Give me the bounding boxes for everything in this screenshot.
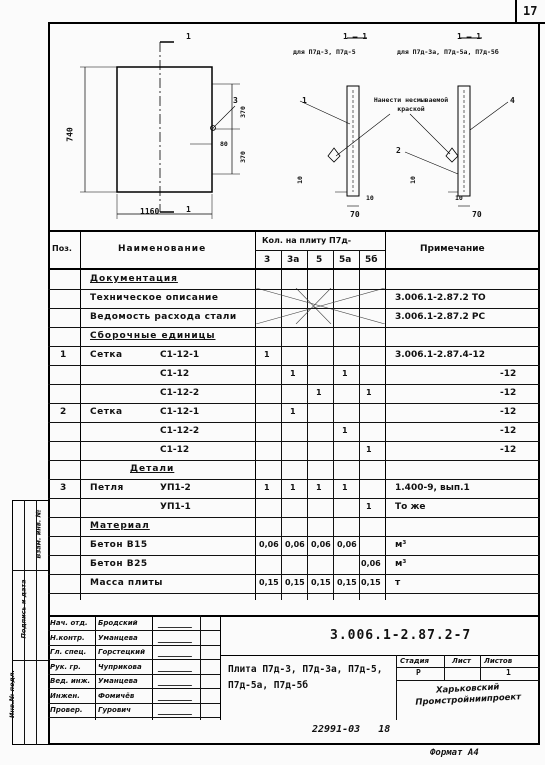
row-separator	[48, 384, 540, 385]
paint-note: Нанести несмываемой краской	[373, 96, 449, 113]
row-qty: 1	[316, 483, 322, 492]
row-designation: УП1-2	[160, 483, 191, 493]
signer-name: Фомичёв	[98, 691, 135, 700]
row-qty: 0,06	[311, 540, 331, 549]
header-note: Примечание	[420, 244, 485, 254]
row-name: Бетон В25	[90, 559, 148, 569]
qty-col-5: 5	[316, 255, 323, 265]
signer-role: Инжен.	[50, 691, 80, 700]
row-section-heading: Детали	[130, 464, 175, 474]
row-section-heading: Материал	[90, 521, 150, 531]
stage-label: Стадия	[400, 657, 429, 665]
sheets-label: Листов	[484, 657, 513, 665]
row-name: Сетка	[90, 407, 123, 417]
signature-mark	[158, 618, 197, 628]
row-separator	[48, 517, 540, 518]
row-qty: 0,06	[361, 559, 381, 568]
section-right-title: 1 — 1	[457, 32, 482, 41]
row-separator	[48, 479, 540, 480]
format-label: Формат А4	[430, 748, 479, 758]
plate-plan-outline	[117, 67, 212, 192]
row-name: Бетон В15	[90, 540, 148, 550]
qty-col-3: 3	[264, 255, 271, 265]
row-qty: 0,15	[337, 578, 357, 587]
dim-70-left: 70	[350, 210, 360, 219]
side-replace-label: Взам. инв. №	[34, 509, 43, 559]
signature-mark	[158, 662, 197, 672]
row-separator	[48, 346, 540, 347]
signer-name: Бродский	[98, 619, 138, 627]
row-qty: 0,15	[361, 578, 381, 587]
sheet-title: Плита П7д-3, П7д-3а, П7д-5, П7д-5а, П7д-5б	[228, 664, 383, 691]
row-separator	[48, 308, 540, 309]
row-qty: 0,15	[285, 578, 305, 587]
row-qty: 1	[290, 483, 296, 492]
signature-mark	[158, 705, 197, 715]
dim-10-left-side: 10	[295, 176, 304, 184]
signer-name: Уманцева	[98, 633, 138, 642]
label-2: 2	[396, 146, 401, 155]
sheets-value: 1	[506, 668, 511, 677]
qty-col-3a: 3а	[287, 255, 300, 265]
dim-10-right-bottom: 10	[455, 194, 463, 202]
dim-70-right: 70	[472, 210, 482, 219]
footer-number: 22991-03 18	[312, 724, 391, 735]
documents-hatch	[256, 288, 385, 324]
signer-separator	[48, 703, 220, 704]
row-qty: 1	[342, 483, 348, 492]
signer-name: Горстецкий	[98, 648, 145, 656]
signer-separator	[48, 630, 220, 631]
row-designation: С1-12-1	[160, 350, 200, 360]
header-pos: Поз.	[52, 244, 72, 253]
row-qty: 1	[316, 388, 322, 397]
signature-mark	[158, 647, 197, 657]
row-note: 3.006.1-2.87.2 РС	[395, 312, 486, 322]
row-qty: 1	[366, 445, 372, 454]
row-qty: 1	[290, 369, 296, 378]
dim-10-left-bottom: 10	[366, 194, 374, 202]
row-separator	[48, 422, 540, 423]
row-qty: 1	[366, 502, 372, 511]
row-note: 1.400-9, вып.1	[395, 483, 470, 493]
row-section-heading: Сборочные единицы	[90, 331, 216, 341]
row-separator	[48, 327, 540, 328]
sheet-label: Лист	[452, 657, 471, 665]
page-number-box	[515, 0, 545, 24]
row-name: Техническое описание	[90, 293, 219, 303]
signer-separator	[48, 688, 220, 689]
header-name: Наименование	[118, 244, 207, 254]
label-4: 4	[510, 96, 515, 105]
row-separator	[48, 555, 540, 556]
signer-name: Чуприкова	[98, 662, 142, 671]
row-designation: С1-12	[160, 369, 190, 379]
row-qty: 0,06	[337, 540, 357, 549]
side-sign-label: Подпись и дата	[19, 579, 28, 639]
row-qty: 1	[342, 369, 348, 378]
row-qty: 1	[290, 407, 296, 416]
row-separator	[48, 460, 540, 461]
organization: Харьковский Промстройниипроект	[415, 682, 522, 708]
signer-name: Гурович	[98, 706, 131, 714]
section-left-caption: для П7д-3, П7д-5	[293, 48, 356, 56]
row-separator	[48, 441, 540, 442]
row-separator	[48, 289, 540, 290]
row-qty: 1	[264, 483, 270, 492]
row-qty: 0,06	[285, 540, 305, 549]
row-pos: 1	[60, 350, 67, 360]
signer-separator	[48, 717, 220, 718]
signer-role: Рук. гр.	[50, 662, 81, 671]
label-3: 3	[233, 96, 238, 105]
row-note: -12	[500, 388, 517, 398]
header-qty: Кол. на плиту П7д-	[262, 236, 352, 245]
row-separator	[48, 365, 540, 366]
row-designation: С1-12-1	[160, 407, 200, 417]
row-separator	[48, 498, 540, 499]
cut-label-bottom: 1	[186, 205, 191, 214]
row-designation: С1-12-2	[160, 388, 200, 398]
signer-role: Нач. отд.	[50, 619, 88, 627]
row-qty: 1	[366, 388, 372, 397]
row-separator	[48, 593, 540, 594]
row-note: -12	[500, 426, 517, 436]
row-qty: 0,06	[259, 540, 279, 549]
row-pos: 3	[60, 483, 67, 493]
signer-role: Вед. инж.	[50, 677, 91, 685]
row-note: м³	[395, 540, 407, 550]
row-note: 3.006.1-2.87.4-12	[395, 350, 486, 360]
row-separator	[48, 403, 540, 404]
signer-role: Н.контр.	[50, 633, 85, 642]
section-left-title: 1 — 1	[343, 32, 368, 41]
row-note: -12	[500, 369, 517, 379]
row-designation: С1-12-2	[160, 426, 200, 436]
signature-mark	[158, 676, 197, 686]
row-designation: УП1-1	[160, 502, 191, 512]
dim-740: 740	[65, 127, 75, 142]
section-right-caption: для П7д-3а, П7д-5а, П7д-5б	[397, 48, 499, 56]
row-note: -12	[500, 445, 517, 455]
doc-code: 3.006.1-2.87.2-7	[330, 628, 472, 643]
page-number: 17	[523, 4, 538, 18]
row-section-heading: Документация	[90, 274, 178, 284]
signature-mark	[158, 633, 197, 643]
signer-name: Уманцева	[98, 677, 138, 685]
row-qty: 0,15	[311, 578, 331, 587]
signer-role: Провер.	[50, 706, 83, 714]
row-name: Петля	[90, 483, 124, 493]
row-qty: 0,15	[259, 578, 279, 587]
row-qty: 1	[342, 426, 348, 435]
row-qty: 1	[264, 350, 270, 359]
row-name: Сетка	[90, 350, 123, 360]
row-separator	[48, 536, 540, 537]
dim-1160: 1160	[140, 207, 160, 216]
cut-label-top: 1	[186, 32, 191, 41]
row-note: 3.006.1-2.87.2 ТО	[395, 293, 486, 303]
signature-mark	[158, 691, 197, 701]
row-note: м³	[395, 559, 407, 569]
dim-80: 80	[220, 140, 228, 148]
label-1: 1	[302, 96, 307, 105]
signer-separator	[48, 659, 220, 660]
dim-370-upper: 370	[238, 106, 247, 118]
row-separator	[48, 574, 540, 575]
signer-role: Гл. спец.	[50, 648, 87, 656]
side-inv-label: Инв.№ подл.	[8, 669, 17, 719]
row-note: То же	[395, 502, 426, 512]
row-name: Масса плиты	[90, 578, 163, 588]
row-note: -12	[500, 407, 517, 417]
side-strip	[12, 500, 48, 745]
stage-value: Р	[416, 668, 421, 677]
signer-separator	[48, 674, 220, 675]
signer-separator	[48, 645, 220, 646]
row-note: т	[395, 578, 401, 588]
qty-col-5a: 5а	[339, 255, 352, 265]
row-pos: 2	[60, 407, 67, 417]
qty-col-5b: 5б	[365, 255, 378, 265]
row-designation: С1-12	[160, 445, 190, 455]
dim-10-right-side: 10	[408, 176, 417, 184]
row-name: Ведомость расхода стали	[90, 312, 237, 322]
dim-370-lower: 370	[238, 151, 247, 163]
